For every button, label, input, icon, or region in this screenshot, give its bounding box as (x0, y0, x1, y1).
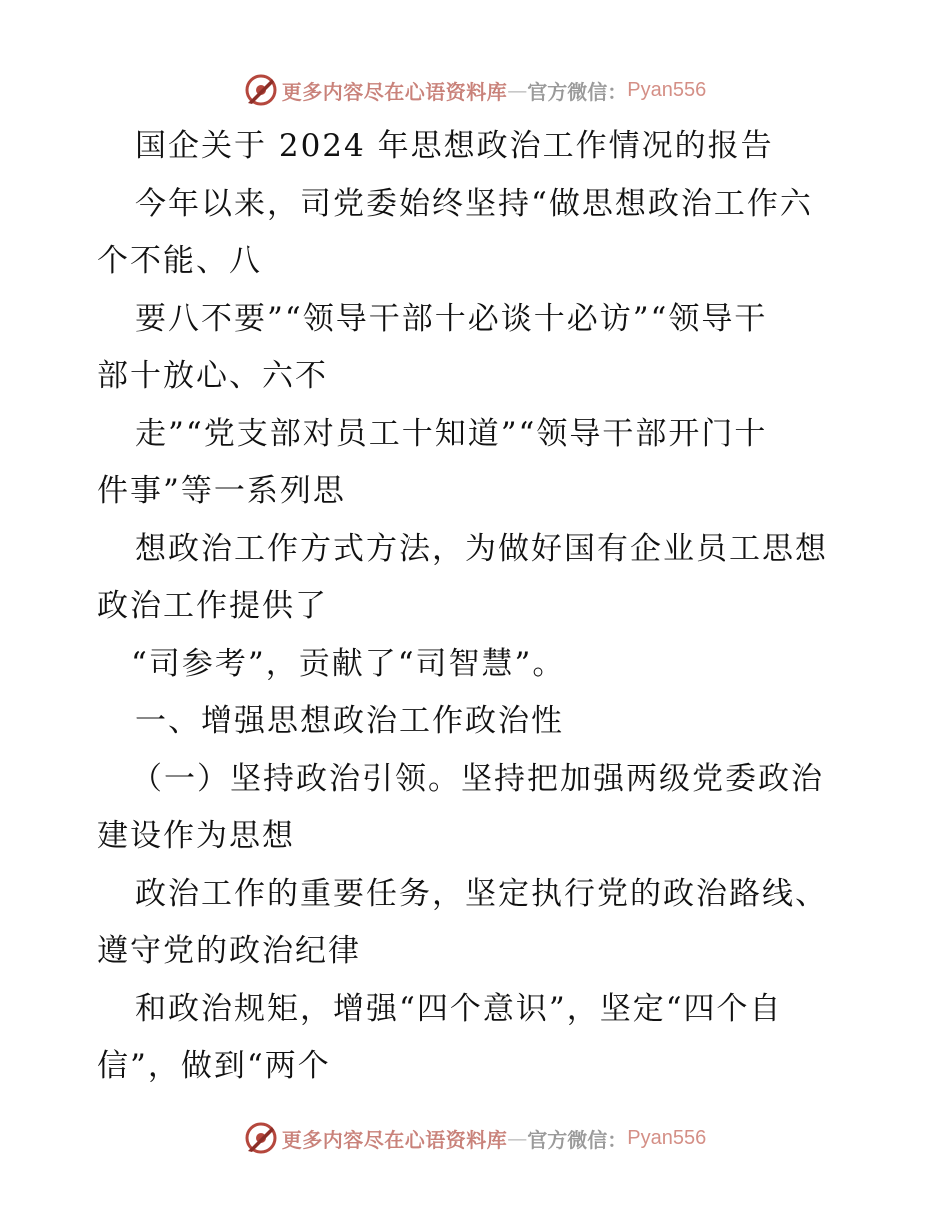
paragraph-line: 个不能、八 (97, 243, 262, 279)
header-watermark (0, 70, 950, 110)
paragraph-line: 件事”等一系列思 (97, 473, 346, 509)
paragraph-line: 政治工作的重要任务，坚定执行党的政治路线、 (135, 875, 828, 912)
watermark-separator: — (507, 1126, 528, 1150)
paragraph-line: 遵守党的政治纪律 (97, 933, 361, 969)
paragraph-line: “司参考”，贡献了“司智慧”。 (131, 645, 566, 682)
paragraph-line: 今年以来，司党委始终坚持“做思想政治工作六 (135, 185, 813, 222)
paragraph-line: 部十放心、六不 (97, 358, 328, 394)
quill-logo-icon (244, 1121, 278, 1155)
watermark-text: 更多内容尽在心语资料库 (281, 1127, 508, 1152)
document-body (97, 118, 857, 1096)
subsection-heading: （一）坚持政治引领。坚持把加强两级党委政治 (131, 760, 824, 797)
paragraph-line: 走”“党支部对员工十知道”“领导干部开门十 (135, 415, 768, 452)
paragraph-line: 想政治工作方式方法，为做好国有企业员工思想 (135, 530, 828, 567)
paragraph-line: 要八不要”“领导干部十必谈十必访”“领导干 (135, 300, 768, 337)
watermark-label: 官方微信： (527, 1127, 628, 1152)
paragraph-line: 政治工作提供了 (97, 588, 328, 624)
watermark-id: Pyan556 (627, 1126, 707, 1149)
document-title: 国企关于 2024 年思想政治工作情况的报告 (135, 128, 774, 164)
paragraph-line: 和政治规矩，增强“四个意识”，坚定“四个自 (135, 990, 783, 1027)
footer-watermark (0, 1118, 950, 1158)
quill-logo-icon (244, 73, 278, 107)
watermark-text: 更多内容尽在心语资料库 (281, 79, 508, 104)
section-heading: 一、增强思想政治工作政治性 (135, 703, 564, 739)
watermark-label: 官方微信： (527, 79, 628, 104)
watermark-id: Pyan556 (627, 78, 707, 101)
watermark-separator: — (507, 78, 528, 102)
paragraph-line: 建设作为思想 (97, 818, 295, 854)
paragraph-line: 信”，做到“两个 (97, 1048, 331, 1084)
